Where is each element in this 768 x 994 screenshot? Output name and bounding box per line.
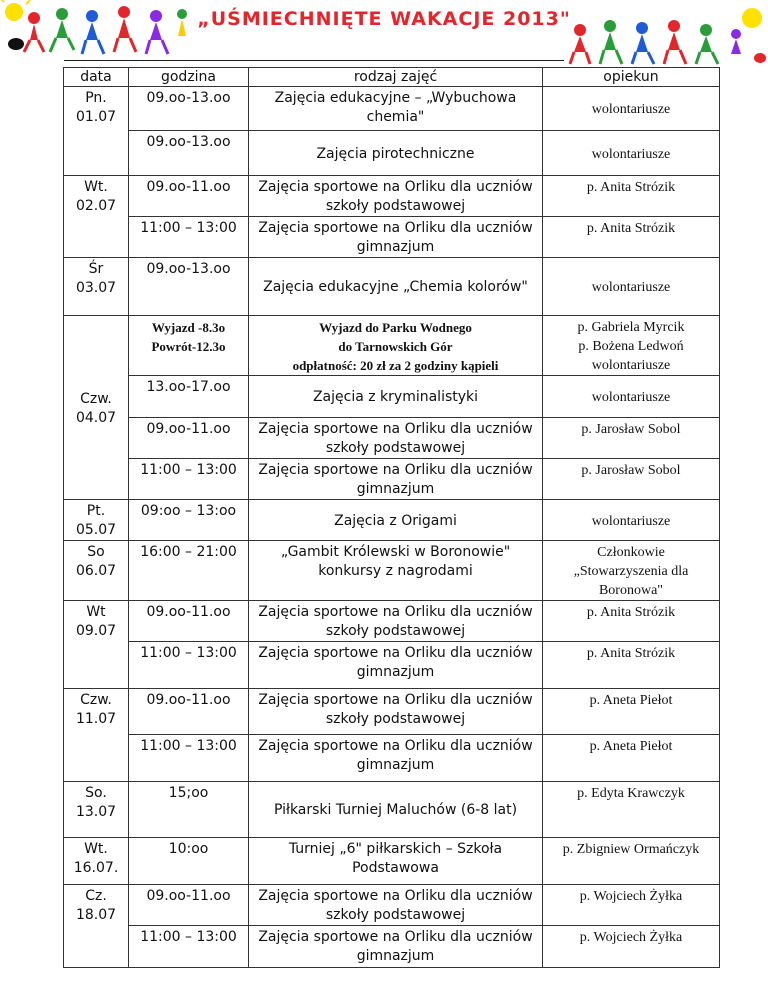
date-label [64, 87, 128, 127]
carer-cell [543, 838, 720, 885]
carer-cell [543, 601, 720, 642]
time-text: 09.oo-13.oo [146, 261, 231, 277]
text-line: Wt. [84, 179, 108, 195]
date-label [64, 601, 128, 641]
time-cell [129, 418, 249, 459]
text-line: p. Zbigniew Ormańczyk [562, 842, 700, 857]
text-line: 18.07 [75, 907, 117, 923]
activity-cell [249, 418, 543, 459]
time-text: 11:00 – 13:00 [140, 462, 237, 478]
time-cell [129, 176, 249, 217]
text-line: p. Jarosław Sobol [581, 463, 681, 478]
text-line: Powrót-12.3o [151, 339, 226, 354]
text-line: Wt [86, 604, 106, 620]
header-activity: rodzaj zajęć [249, 68, 543, 87]
time-text: 09:oo – 13:oo [140, 503, 237, 519]
time-cell [129, 926, 249, 968]
text-line: Czw. [80, 390, 112, 407]
text-line: szkoły podstawowej [325, 198, 466, 214]
text-line: konkursy z nagrodami [318, 563, 473, 579]
text-line: p. Wojciech Żyłka [579, 889, 683, 904]
time-text: 10:oo [168, 841, 209, 857]
time-text: 09.oo-11.oo [146, 421, 231, 437]
schedule-row [64, 926, 720, 968]
time-cell [129, 642, 249, 689]
text-line: Członkowie [597, 545, 665, 560]
date-label [64, 388, 128, 428]
activity-cell [249, 838, 543, 885]
schedule-row [64, 176, 720, 217]
carer-cell [543, 459, 720, 500]
time-cell [129, 258, 249, 316]
text-line: Pn. [85, 90, 107, 106]
carer-cell [543, 131, 720, 176]
time-text: 11:00 – 13:00 [140, 645, 237, 661]
text-line: Śr [88, 261, 104, 277]
title-underline [64, 60, 564, 61]
schedule-row [64, 885, 720, 926]
activity-cell [249, 131, 543, 176]
activity-cell [249, 500, 543, 541]
date-cell [64, 601, 129, 689]
carer-cell [543, 689, 720, 735]
activity-cell [249, 689, 543, 735]
text-line: Pt. [86, 503, 106, 519]
text-line: 01.07 [75, 109, 117, 125]
header-row [64, 68, 720, 87]
text-line: 16.07. [73, 860, 119, 876]
time-text: 11:00 – 13:00 [140, 929, 237, 945]
text-line: wolontariusze [591, 358, 671, 373]
text-line: Zajęcia sportowe na Orliku dla uczniów [258, 645, 533, 661]
time-text: 15;oo [168, 785, 209, 801]
activity-cell [249, 926, 543, 968]
activity-cell [249, 642, 543, 689]
date-cell [64, 782, 129, 838]
text-line: So. [85, 785, 107, 801]
text-line: gimnazjum [356, 664, 435, 680]
time-cell [129, 87, 249, 131]
text-line: Zajęcia sportowe na Orliku dla uczniów [258, 888, 533, 904]
time-cell [129, 316, 249, 376]
text-line: wolontariusze [591, 102, 671, 117]
text-line: Turniej „6" piłkarskich – Szkoła [288, 841, 503, 857]
page-title: „UŚMIECHNIĘTE WAKACJE 2013" [197, 8, 571, 30]
text-line: wolontariusze [591, 513, 671, 529]
time-text: 16:00 – 21:00 [140, 544, 237, 560]
text-line: Zajęcia edukacyjne „Chemia kolorów" [263, 279, 528, 295]
text-line: p. Wojciech Żyłka [579, 930, 683, 945]
text-line: szkoły podstawowej [325, 440, 466, 456]
text-line: wolontariusze [591, 390, 671, 405]
carer-cell [543, 418, 720, 459]
schedule-row [64, 642, 720, 689]
carer-cell [543, 376, 720, 418]
text-line: p. Anita Strózik [586, 221, 676, 236]
text-line: wolontariusze [591, 146, 671, 162]
time-text: 11:00 – 13:00 [140, 220, 237, 236]
text-line: Wyjazd -8.3o [151, 320, 226, 335]
text-line: 05.07 [75, 522, 117, 538]
text-line: szkoły podstawowej [325, 623, 466, 639]
carer-cell [543, 642, 720, 689]
time-cell [129, 782, 249, 838]
carer-cell [543, 885, 720, 926]
time-cell [129, 459, 249, 500]
schedule-body [64, 87, 720, 968]
schedule-row [64, 418, 720, 459]
text-line: Piłkarski Turniej Maluchów (6-8 lat) [273, 802, 518, 818]
schedule-table [63, 67, 720, 968]
time-cell [129, 735, 249, 782]
text-line: Podstawowa [352, 860, 439, 876]
date-cell [64, 87, 129, 176]
text-line: Wyjazd do Parku Wodnego [319, 320, 472, 335]
date-cell [64, 258, 129, 316]
schedule-row [64, 316, 720, 376]
text-line: 11.07 [75, 711, 117, 727]
date-label [64, 885, 128, 925]
time-text: 09.oo-13.oo [146, 134, 231, 150]
carer-cell [543, 258, 720, 316]
carer-cell [543, 926, 720, 968]
text-line: 09.07 [75, 623, 117, 639]
schedule-row [64, 601, 720, 642]
text-line: Boronowa" [598, 583, 664, 598]
text-line: p. Jarosław Sobol [581, 422, 681, 437]
schedule-row [64, 459, 720, 500]
time-cell [129, 885, 249, 926]
text-line: Zajęcia sportowe na Orliku dla uczniów [258, 929, 533, 945]
date-label [64, 500, 128, 540]
text-line: Zajęcia z kryminalistyki [312, 389, 479, 405]
schedule-row [64, 782, 720, 838]
text-line: Zajęcia sportowe na Orliku dla uczniów [258, 179, 533, 195]
text-line: Wt. [84, 841, 108, 857]
header-time: godzina [129, 68, 249, 87]
text-line: p. Anita Strózik [586, 605, 676, 620]
text-line: Zajęcia sportowe na Orliku dla uczniów [258, 692, 533, 708]
time-cell [129, 838, 249, 885]
time-text: 09.oo-13.oo [146, 90, 231, 106]
time-cell [129, 500, 249, 541]
carer-cell [543, 541, 720, 601]
schedule-row [64, 838, 720, 885]
text-line: wolontariusze [591, 280, 671, 295]
activity-cell [249, 885, 543, 926]
text-line: p. Aneta Piełot [589, 739, 673, 754]
text-line: So [87, 544, 105, 560]
text-line: 04.07 [75, 409, 117, 426]
date-cell [64, 316, 129, 500]
date-cell [64, 885, 129, 968]
schedule-row [64, 689, 720, 735]
header-date: data [64, 68, 129, 87]
carer-cell [543, 217, 720, 258]
carer-cell [543, 735, 720, 782]
time-cell [129, 217, 249, 258]
carer-cell [543, 316, 720, 376]
text-line: odpłatność: 20 zł za 2 godziny kąpieli [292, 358, 499, 373]
text-line: Zajęcia sportowe na Orliku dla uczniów [258, 421, 533, 437]
schedule-row [64, 735, 720, 782]
text-line: 03.07 [75, 280, 117, 296]
time-text: 09.oo-11.oo [146, 692, 231, 708]
schedule-row [64, 87, 720, 131]
text-line: p. Anita Strózik [586, 646, 676, 661]
schedule-row [64, 131, 720, 176]
date-cell [64, 838, 129, 885]
activity-cell [249, 217, 543, 258]
time-cell [129, 131, 249, 176]
text-line: Cz. [85, 888, 107, 904]
activity-cell [249, 601, 543, 642]
text-line: gimnazjum [356, 948, 435, 964]
text-line: Zajęcia sportowe na Orliku dla uczniów [258, 604, 533, 620]
text-line: szkoły podstawowej [325, 907, 466, 923]
activity-cell [249, 176, 543, 217]
time-text: 11:00 – 13:00 [140, 738, 237, 754]
activity-cell [249, 376, 543, 418]
activity-cell [249, 316, 543, 376]
schedule-row [64, 258, 720, 316]
date-label [64, 541, 128, 581]
text-line: p. Anita Strózik [586, 180, 676, 195]
text-line: 13.07 [75, 804, 117, 820]
text-line: Zajęcia pirotechniczne [316, 145, 475, 162]
text-line: p. Edyta Krawczyk [577, 786, 685, 801]
carer-cell [543, 176, 720, 217]
schedule-row [64, 376, 720, 418]
activity-cell [249, 541, 543, 601]
date-label [64, 838, 128, 878]
time-text: 09.oo-11.oo [146, 604, 231, 620]
text-line: Zajęcia sportowe na Orliku dla uczniów [258, 738, 533, 754]
text-line: Zajęcia edukacyjne – „Wybuchowa [274, 90, 517, 106]
text-line: Zajęcia z Origami [334, 512, 457, 529]
text-line: „Stowarzyszenia dla [573, 564, 689, 579]
text-line: szkoły podstawowej [325, 711, 466, 727]
text-line: do Tarnowskich Gór [338, 339, 453, 354]
date-label [64, 258, 128, 298]
date-cell [64, 541, 129, 601]
text-line: gimnazjum [356, 481, 435, 497]
date-cell [64, 689, 129, 782]
text-line: chemia" [366, 109, 425, 125]
time-cell [129, 376, 249, 418]
time-cell [129, 689, 249, 735]
activity-cell [249, 87, 543, 131]
text-line: 02.07 [75, 198, 117, 214]
time-text: 09.oo-11.oo [146, 179, 231, 195]
text-line: Zajęcia sportowe na Orliku dla uczniów [258, 462, 533, 478]
activity-cell [249, 459, 543, 500]
text-line: Zajęcia sportowe na Orliku dla uczniów [258, 220, 533, 236]
text-line: p. Aneta Piełot [589, 693, 673, 708]
text-line: p. Gabriela Myrcik [577, 320, 685, 335]
carer-cell [543, 500, 720, 541]
activity-cell [249, 782, 543, 838]
date-cell [64, 176, 129, 258]
schedule-row [64, 500, 720, 541]
time-text: 13.oo-17.oo [146, 379, 231, 395]
schedule-row [64, 541, 720, 601]
activity-cell [249, 258, 543, 316]
carer-cell [543, 87, 720, 131]
text-line: „Gambit Królewski w Boronowie" [280, 544, 511, 560]
date-label [64, 176, 128, 216]
time-cell [129, 601, 249, 642]
text-line: gimnazjum [356, 757, 435, 773]
text-line: 06.07 [75, 563, 117, 579]
text-line: p. Bożena Ledwoń [578, 339, 684, 354]
time-text: 09.oo-11.oo [146, 888, 231, 904]
schedule-row [64, 217, 720, 258]
text-line: gimnazjum [356, 239, 435, 255]
date-label [64, 782, 128, 822]
carer-cell [543, 782, 720, 838]
text-line: Czw. [80, 692, 112, 708]
date-label [64, 689, 128, 729]
date-cell [64, 500, 129, 541]
time-cell [129, 541, 249, 601]
header-carer: opiekun [543, 68, 720, 87]
activity-cell [249, 735, 543, 782]
